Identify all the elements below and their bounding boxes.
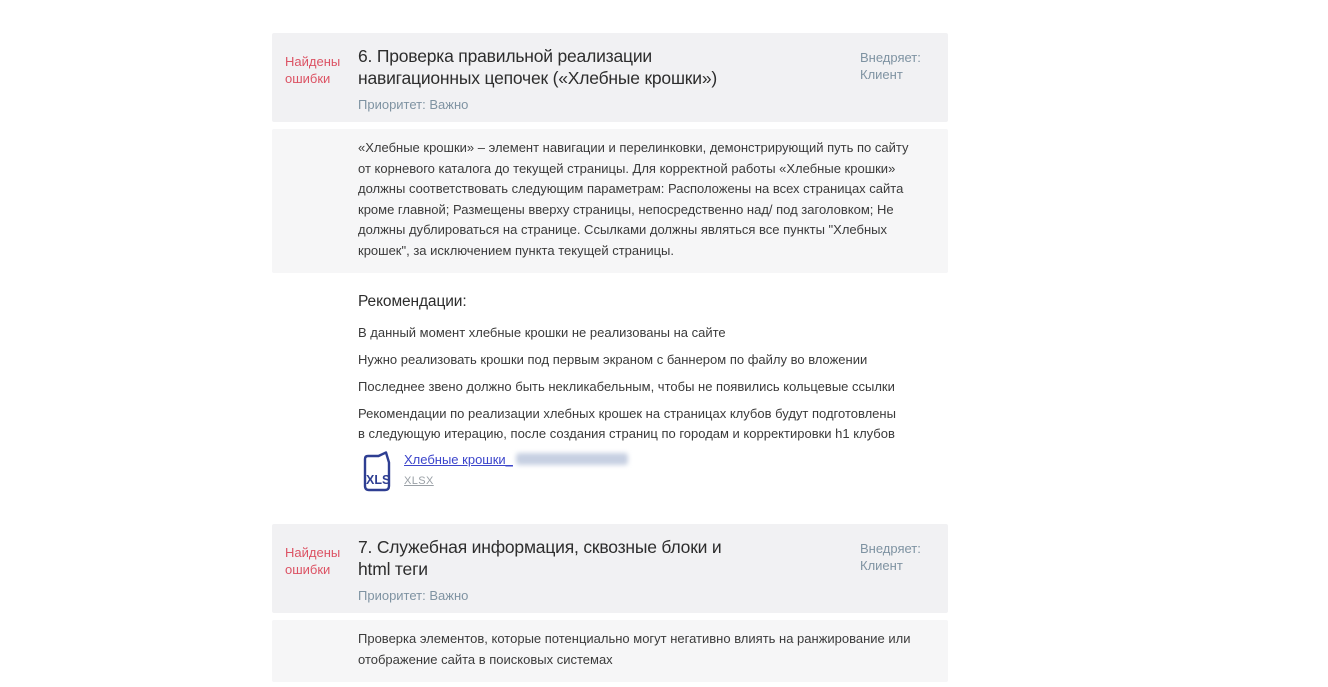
section-title: 6. Проверка правильной реализации навигационных цепочек («Хлебные крошки»): [358, 46, 717, 88]
section-title-block: [358, 45, 847, 112]
section-description: [272, 129, 948, 273]
section-header: [272, 524, 948, 613]
recommendations-heading: Рекомендации:: [358, 293, 467, 310]
redacted-filename: [516, 453, 628, 465]
priority-label: Приоритет: Важно: [358, 97, 469, 112]
audit-section-6: [272, 33, 948, 498]
recommendations-block: [272, 293, 948, 498]
description-text: Проверка элементов, которые потенциально могут негативно влиять на ранжирование или отображение сайта в поисковых системах: [358, 631, 911, 667]
description-text: «Хлебные крошки» – элемент навигации и перелинковки, демонстрирующий путь по сайту от корневого каталога до текущей страницы. Для корректной работы «Хлебные крошки» должны соответствовать следующим параметрам: Расположены на всех страницах сайта кроме главной; Размещены вверху страницы, непосредственно над/ под заголовком; Не должны дублироваться на странице. Ссылками должны являться все пункты "Хлебных крошек", за исключением пункта текущей страницы.: [358, 140, 909, 258]
attachment-row[interactable]: [358, 451, 948, 498]
status-badge: Найдены ошибки: [285, 545, 341, 577]
recommendation-item: Нужно реализовать крошки под первым экраном с баннером по файлу во вложении: [358, 352, 868, 367]
attachment-info: [404, 451, 628, 489]
status-badge: Найдены ошибки: [285, 54, 341, 86]
implementer-label: Внедряет: Клиент: [860, 541, 921, 573]
section-title-block: [358, 536, 847, 603]
section-header: [272, 33, 948, 122]
recommendation-item: Рекомендации по реализации хлебных крошек на страницах клубов будут подготовлены в следующую итерацию, после создания страниц по городам и корректировки h1 клубов: [358, 406, 896, 441]
xls-file-icon[interactable]: [358, 451, 396, 498]
recommendation-item: В данный момент хлебные крошки не реализованы на сайте: [358, 325, 726, 340]
section-description: [272, 620, 948, 682]
implementer-label: Внедряет: Клиент: [860, 50, 921, 82]
recommendation-item: Последнее звено должно быть некликабельным, чтобы не появились кольцевые ссылки: [358, 379, 895, 394]
priority-label: Приоритет: Важно: [358, 588, 469, 603]
audit-report: [272, 33, 948, 682]
attachment-file-link[interactable]: Хлебные крошки_: [404, 452, 513, 467]
xls-icon-label: XLS: [366, 473, 391, 487]
audit-section-7: [272, 524, 948, 682]
section-title: 7. Служебная информация, сквозные блоки и html теги: [358, 537, 722, 579]
attachment-file-type-link[interactable]: XLSX: [404, 475, 434, 487]
